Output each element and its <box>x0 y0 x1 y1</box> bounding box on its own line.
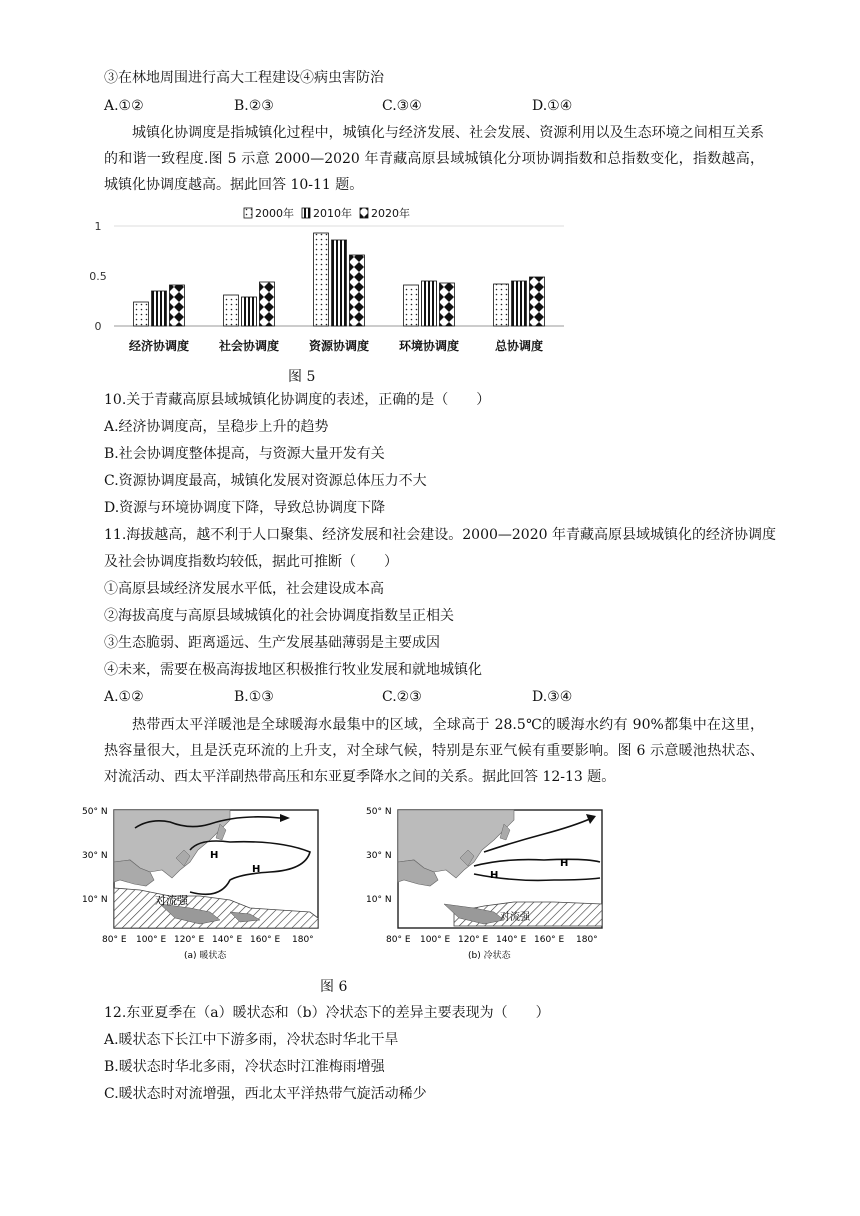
map-b-lon-160: 160° E <box>534 935 565 945</box>
map-a-warm <box>82 807 318 961</box>
bar-1-2 <box>260 282 275 326</box>
legend-swatch-0 <box>244 208 252 218</box>
q11-statement-1: ①高原县域经济发展水平低，社会建设成本高 <box>104 581 384 597</box>
map-a-high-1: H <box>210 850 219 861</box>
map-a-lon-80: 80° E <box>102 935 127 945</box>
x-axis-categories <box>129 338 543 353</box>
map-b-high-2: H <box>560 858 569 869</box>
map-b-caption: (b) 冷状态 <box>468 951 511 961</box>
map-b-convection-label: 对流强 <box>500 912 530 923</box>
legend-label-2: 2020年 <box>371 207 410 220</box>
fig5-caption: 图 5 <box>288 369 316 385</box>
chart-bars <box>134 233 545 326</box>
q11-stem-line2: 及社会协调度指数均较低，据此可推断（ ） <box>104 554 398 570</box>
bar-3-0 <box>404 285 419 326</box>
map-b-cold <box>366 807 602 961</box>
q10-option-a[interactable]: A.经济协调度高，呈稳步上升的趋势 <box>104 419 329 435</box>
q11-option-b[interactable]: B.①③ <box>234 689 274 705</box>
map-a-lon-180: 180° <box>292 935 314 945</box>
q10-option-d[interactable]: D.资源与环境协调度下降，导致总协调度下降 <box>104 500 386 516</box>
q12-option-b[interactable]: B.暖状态时华北多雨，冷状态时江淮梅雨增强 <box>104 1059 385 1075</box>
fig5-bar-chart <box>84 202 584 362</box>
q11-statement-3: ③生态脆弱、距离遥远、生产发展基础薄弱是主要成因 <box>104 635 440 651</box>
bar-1-0 <box>224 295 239 326</box>
chart-legend <box>244 206 410 220</box>
q9-option-d[interactable]: D.①④ <box>532 98 573 114</box>
q10-option-c[interactable]: C.资源协调度最高，城镇化发展对资源总体压力不大 <box>104 473 427 489</box>
q9-option-c[interactable]: C.③④ <box>382 98 422 114</box>
q10-stem: 10.关于青藏高原县域城镇化协调度的表述，正确的是（ ） <box>104 392 491 408</box>
map-b-lon-80: 80° E <box>386 935 411 945</box>
map-a-lat-30: 30° N <box>82 851 108 861</box>
q12-stem: 12.东亚夏季在（a）暖状态和（b）冷状态下的差异主要表现为（ ） <box>104 1005 550 1021</box>
bar-3-2 <box>440 283 455 326</box>
q11-statement-2: ②海拔高度与高原县域城镇化的社会协调度指数呈正相关 <box>104 608 454 624</box>
map-a-lat-10: 10° N <box>82 895 108 905</box>
q11-statement-4: ④未来，需要在极高海拔地区积极推行牧业发展和就地城镇化 <box>104 662 482 678</box>
bar-4-0 <box>494 284 509 326</box>
map-b-lon-100: 100° E <box>420 935 451 945</box>
y-tick-label: 0 <box>94 320 102 333</box>
legend-label-1: 2010年 <box>313 207 352 220</box>
map-a-caption: (a) 暖状态 <box>184 951 227 961</box>
bar-2-0 <box>314 233 329 326</box>
bar-4-2 <box>530 277 545 326</box>
map-a-convection-label: 对流强 <box>155 894 188 907</box>
map-a-lon-140: 140° E <box>212 935 243 945</box>
bar-2-1 <box>332 240 347 326</box>
q12-option-a[interactable]: A.暖状态下长江中下游多雨，冷状态时华北干旱 <box>104 1032 399 1048</box>
bar-0-0 <box>134 302 149 326</box>
map-b-lat-10: 10° N <box>366 895 392 905</box>
y-tick-label: 1 <box>94 220 102 233</box>
y-tick-label: 0.5 <box>89 270 107 283</box>
q10-option-b[interactable]: B.社会协调度整体提高，与资源大量开发有关 <box>104 446 385 462</box>
bar-0-1 <box>152 291 167 326</box>
map-a-lon-100: 100° E <box>136 935 167 945</box>
fig6-caption: 图 6 <box>320 979 348 995</box>
map-a-lon-120: 120° E <box>174 935 205 945</box>
q9-statements-line: ③在林地周围进行高大工程建设④病虫害防治 <box>104 70 384 86</box>
q9-option-a[interactable]: A.①② <box>104 98 144 114</box>
passage-urbanization: 城镇化协调度是指城镇化过程中，城镇化与经济发展、社会发展、资源利用以及生态环境之间相互关系的和谐一致程度.图 5 示意 2000—2020 年青藏高原县域城镇化分项协调指数和总指数变化，指数越高，城镇化协调度越高。据此回答 10-11 题。 <box>104 125 764 193</box>
map-b-lat-30: 30° N <box>366 851 392 861</box>
q11-option-a[interactable]: A.①② <box>104 689 144 705</box>
map-a-high-2: H <box>252 864 261 875</box>
legend-swatch-2 <box>360 208 368 218</box>
x-category-label: 总协调度 <box>494 339 544 353</box>
map-a-lon-160: 160° E <box>250 935 281 945</box>
map-b-lon-180: 180° <box>576 935 598 945</box>
bar-3-1 <box>422 281 437 326</box>
x-category-label: 社会协调度 <box>218 339 280 353</box>
bar-0-2 <box>170 285 185 326</box>
q11-option-d[interactable]: D.③④ <box>532 689 573 705</box>
x-category-label: 经济协调度 <box>128 339 190 353</box>
bar-2-2 <box>350 255 365 326</box>
y-axis-ticks <box>89 220 107 333</box>
bar-4-1 <box>512 281 527 326</box>
map-b-lon-120: 120° E <box>458 935 489 945</box>
x-category-label: 资源协调度 <box>308 339 370 353</box>
map-b-lat-50: 50° N <box>366 807 392 817</box>
x-category-label: 环境协调度 <box>398 339 460 353</box>
fig6-maps <box>80 800 660 970</box>
q11-option-c[interactable]: C.②③ <box>382 689 422 705</box>
legend-label-0: 2000年 <box>255 207 294 220</box>
q12-option-c[interactable]: C.暖状态时对流增强，西北太平洋热带气旋活动稀少 <box>104 1086 427 1102</box>
q9-option-b[interactable]: B.②③ <box>234 98 274 114</box>
map-b-lon-140: 140° E <box>496 935 527 945</box>
bar-1-1 <box>242 297 257 326</box>
passage-warm-pool: 热带西太平洋暖池是全球暖海水最集中的区域，全球高于 28.5℃的暖海水约有 90%都集中在这里，热容量很大，且是沃克环流的上升支，对全球气候，特别是东亚气候有重要影响。图 6 示意暖池热状态、对流活动、西太平洋副热带高压和东亚夏季降水之间的关系。据此回答 12-13 题。 <box>104 717 764 785</box>
map-b-high-1: H <box>490 870 499 881</box>
q11-stem-line1: 11.海拔越高，越不利于人口聚集、经济发展和社会建设。2000—2020 年青藏高原县域城镇化的经济协调度 <box>104 527 776 543</box>
q9-options <box>104 96 764 116</box>
legend-swatch-1 <box>302 208 310 218</box>
q11-options <box>104 687 764 707</box>
map-a-lat-50: 50° N <box>82 807 108 817</box>
